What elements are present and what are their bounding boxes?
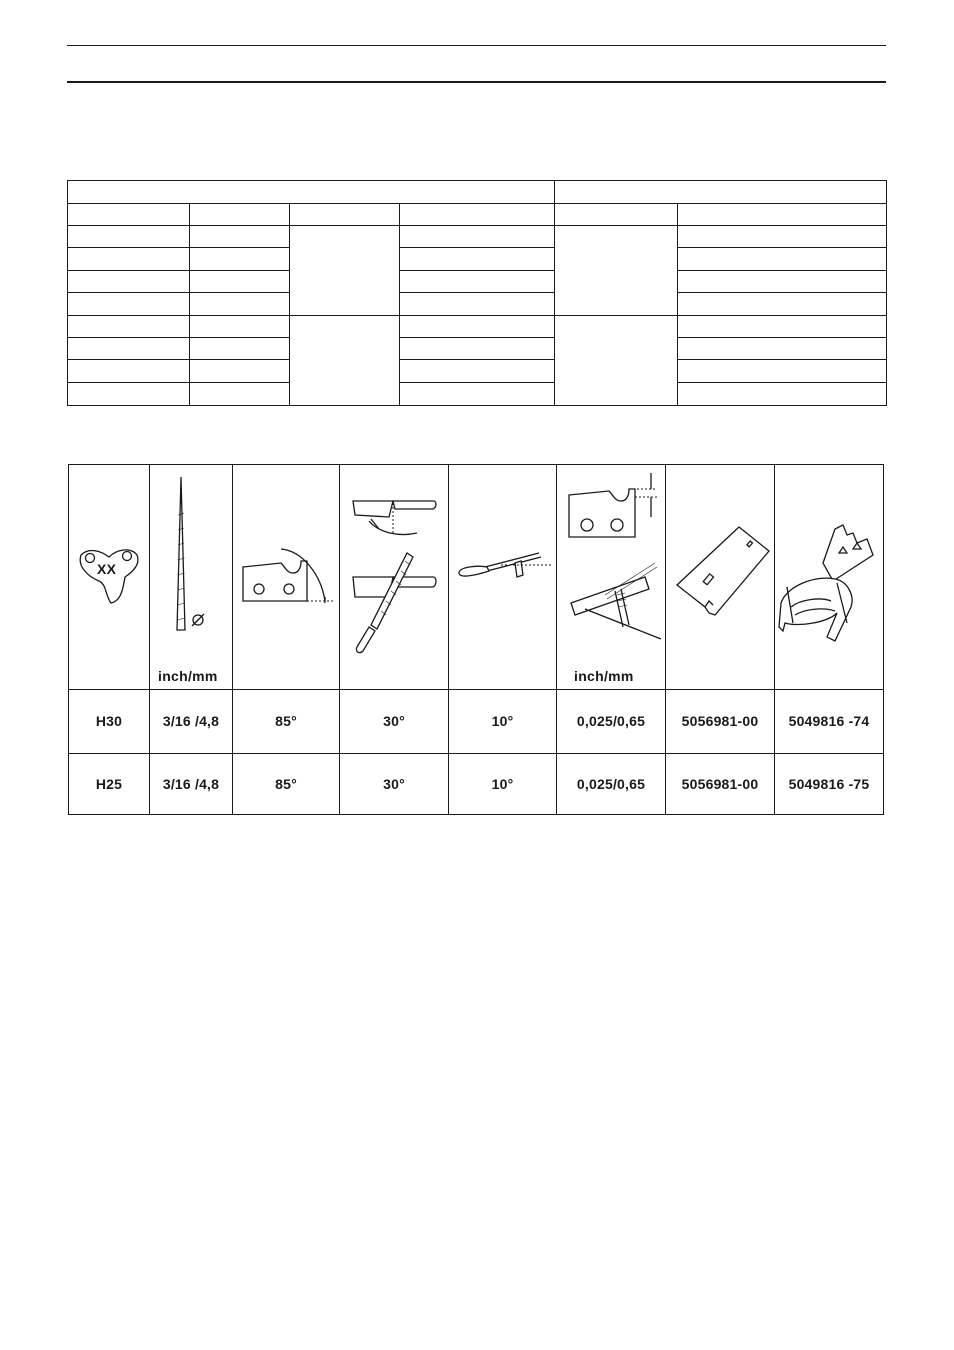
file-tilt-icon	[457, 549, 555, 589]
top-plate-angle: 85°	[275, 713, 297, 729]
depth-gauge-tool-icon	[675, 521, 771, 621]
file-gauge: 5049816 -74	[788, 713, 870, 729]
file-gauge: 5049816 -75	[788, 776, 870, 792]
specification-grid	[67, 180, 887, 406]
cutter-mark-label: XX	[97, 561, 117, 577]
file-gauge-icon	[777, 523, 881, 645]
round-file-icon	[169, 475, 214, 635]
header-rule-bottom	[67, 81, 886, 83]
cutting-angle: 30°	[383, 713, 405, 729]
chain-type: H30	[95, 713, 123, 729]
depth-gauge-setting: 0,025/0,65	[576, 776, 646, 792]
header-rule-top	[67, 45, 886, 46]
depth-gauge-tool: 5056981-00	[681, 713, 759, 729]
file-diameter-unit: inch/mm	[158, 668, 218, 684]
chain-type: H25	[95, 776, 123, 792]
top-plate-angle: 85°	[275, 776, 297, 792]
file-diameter: 3/16 /4,8	[162, 776, 220, 792]
top-plate-angle-icon	[241, 545, 336, 607]
depth-gauge-setting: 0,025/0,65	[576, 713, 646, 729]
file-tilt: 10°	[491, 776, 514, 792]
cutting-angle: 30°	[383, 776, 405, 792]
depth-gauge-unit: inch/mm	[574, 668, 634, 684]
cutting-angle-icon	[349, 493, 445, 655]
file-diameter: 3/16 /4,8	[162, 713, 220, 729]
file-tilt: 10°	[491, 713, 514, 729]
depth-gauge-tool: 5056981-00	[681, 776, 759, 792]
depth-gauge-icon	[565, 469, 669, 639]
sharpening-table	[68, 464, 884, 815]
